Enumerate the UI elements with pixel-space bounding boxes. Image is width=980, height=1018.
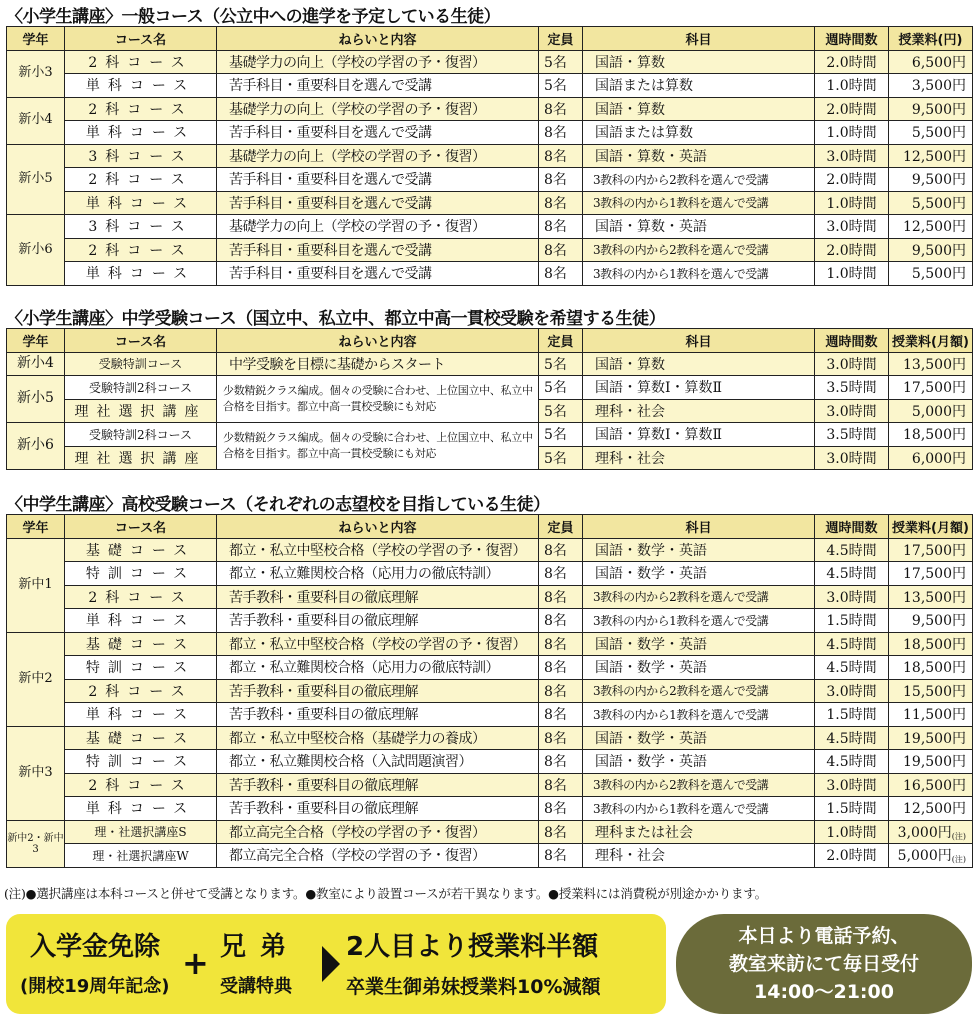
subjects-cell: 国語・算数・英語 [583, 144, 815, 168]
fee-cell: 12,500円 [889, 797, 973, 821]
fee-cell: 9,500円 [889, 168, 973, 192]
promo-admission-waiver: 入学金免除 [30, 932, 161, 962]
subjects-cell: 国語・数学・英語 [583, 538, 815, 562]
promo-benefit: 受講特典 [220, 976, 292, 997]
aim-cell: 都立・私立中堅校合格（学校の学習の予・復習） [217, 632, 539, 656]
aim-cell: 少数精鋭クラス編成。個々の受験に合わせ、上位国立中、私立中合格を目指す。都立中高一貫校受験にも対応 [217, 423, 539, 470]
grade-cell: 新小6 [7, 215, 65, 286]
capacity-cell: 8名 [539, 215, 583, 239]
aim-cell: 基礎学力の向上（学校の学習の予・復習） [217, 50, 539, 74]
capacity-cell: 5名 [539, 399, 583, 423]
arrow-right-icon [322, 946, 340, 982]
aim-cell: 苦手科目・重要科目を選んで受講 [217, 168, 539, 192]
course-cell: 特訓コース [65, 656, 217, 680]
subjects-cell: 3教科の内から1教科を選んで受講 [583, 262, 815, 286]
aim-cell: 都立・私立中堅校合格（学校の学習の予・復習） [217, 538, 539, 562]
subjects-cell: 国語・数学・英語 [583, 726, 815, 750]
hours-cell: 4.5時間 [815, 632, 889, 656]
hours-cell: 4.5時間 [815, 726, 889, 750]
subjects-cell: 3教科の内から1教科を選んで受講 [583, 797, 815, 821]
table-row [7, 352, 973, 376]
capacity-cell: 8名 [539, 726, 583, 750]
hours-cell: 1.0時間 [815, 262, 889, 286]
header-grade: 学年 [7, 27, 65, 51]
hours-cell: 3.0時間 [815, 399, 889, 423]
aim-cell: 基礎学力の向上（学校の学習の予・復習） [217, 97, 539, 121]
course-cell: 2科コース [65, 585, 217, 609]
capacity-cell: 8名 [539, 262, 583, 286]
grade-cell: 新中3 [7, 726, 65, 820]
grade-cell: 新小5 [7, 376, 65, 423]
table-row [7, 609, 973, 633]
table-row [7, 656, 973, 680]
subjects-cell: 3教科の内から2教科を選んで受講 [583, 238, 815, 262]
aim-cell: 苦手科目・重要科目を選んで受講 [217, 191, 539, 215]
fee-cell [889, 820, 973, 844]
capacity-cell: 8名 [539, 820, 583, 844]
section-title-junior-exam: 〈小学生講座〉中学受験コース（国立中、私立中、都立中高一貫校受験を希望する生徒） [6, 309, 666, 329]
general-course-table [6, 26, 973, 286]
plus-icon: + [182, 944, 209, 982]
capacity-cell: 8名 [539, 144, 583, 168]
fee-cell: 12,500円 [889, 144, 973, 168]
capacity-cell: 8名 [539, 703, 583, 727]
course-cell: 受験特訓2科コース [65, 376, 217, 400]
table-row [7, 238, 973, 262]
fee-cell: 18,500円 [889, 656, 973, 680]
capacity-cell: 8名 [539, 238, 583, 262]
table-row [7, 538, 973, 562]
capacity-cell: 8名 [539, 538, 583, 562]
table-row [7, 632, 973, 656]
aim-cell: 苦手教科・重要科目の徹底理解 [217, 609, 539, 633]
header-hours: 週時間数 [815, 515, 889, 539]
grade-cell: 新小3 [7, 50, 65, 97]
hours-cell: 4.5時間 [815, 538, 889, 562]
header-capacity: 定員 [539, 329, 583, 353]
promo-banner [6, 914, 666, 1014]
header-subjects: 科目 [583, 27, 815, 51]
subjects-cell: 国語・数学・英語 [583, 656, 815, 680]
course-cell: 2科コース [65, 679, 217, 703]
hours-cell: 1.0時間 [815, 121, 889, 145]
capacity-cell: 8名 [539, 562, 583, 586]
capacity-cell: 8名 [539, 750, 583, 774]
capacity-cell: 8名 [539, 632, 583, 656]
capacity-cell: 5名 [539, 376, 583, 400]
subjects-cell: 3教科の内から1教科を選んで受講 [583, 609, 815, 633]
table-row [7, 215, 973, 239]
course-cell: 理社選択講座 [65, 446, 217, 470]
fee-cell: 5,000円 [889, 399, 973, 423]
subjects-cell: 3教科の内から2教科を選んで受講 [583, 679, 815, 703]
hours-cell: 1.0時間 [815, 74, 889, 98]
fee-value: 5,000円 [897, 848, 952, 865]
fee-cell: 17,500円 [889, 538, 973, 562]
course-cell: 単科コース [65, 797, 217, 821]
capacity-cell: 8名 [539, 168, 583, 192]
capacity-cell: 5名 [539, 423, 583, 447]
subjects-cell: 国語または算数 [583, 121, 815, 145]
table-row [7, 773, 973, 797]
subjects-cell: 理科・社会 [583, 446, 815, 470]
course-cell: 2科コース [65, 238, 217, 262]
header-aim: ねらいと内容 [217, 329, 539, 353]
header-grade: 学年 [7, 329, 65, 353]
table-row [7, 191, 973, 215]
aim-cell: 苦手科目・重要科目を選んで受講 [217, 262, 539, 286]
fee-cell [889, 844, 973, 868]
promo-half-fee: 2人目より授業料半額 [346, 932, 599, 962]
fee-value: 3,000円 [897, 824, 952, 841]
fee-cell: 11,500円 [889, 703, 973, 727]
capacity-cell: 8名 [539, 191, 583, 215]
course-cell: 3科コース [65, 215, 217, 239]
hours-cell: 2.0時間 [815, 50, 889, 74]
table-row [7, 262, 973, 286]
section-title-general: 〈小学生講座〉一般コース（公立中への進学を予定している生徒） [6, 7, 501, 27]
fee-cell: 13,500円 [889, 352, 973, 376]
header-aim: ねらいと内容 [217, 27, 539, 51]
header-subjects: 科目 [583, 515, 815, 539]
header-capacity: 定員 [539, 515, 583, 539]
capacity-cell: 8名 [539, 97, 583, 121]
subjects-cell: 国語・数学・英語 [583, 632, 815, 656]
header-course: コース名 [65, 27, 217, 51]
hours-cell: 3.0時間 [815, 773, 889, 797]
table-row [7, 121, 973, 145]
table-row [7, 820, 973, 844]
hours-cell: 1.5時間 [815, 703, 889, 727]
table-header-row [7, 27, 973, 51]
table-row [7, 585, 973, 609]
subjects-cell: 3教科の内から2教科を選んで受講 [583, 585, 815, 609]
hours-cell: 2.0時間 [815, 844, 889, 868]
course-cell: 単科コース [65, 121, 217, 145]
course-cell: 単科コース [65, 74, 217, 98]
hours-cell: 3.5時間 [815, 423, 889, 447]
subjects-cell: 国語・算数 [583, 97, 815, 121]
table-header-row [7, 515, 973, 539]
hours-cell: 3.0時間 [815, 144, 889, 168]
reservation-line-1: 本日より電話予約、 [738, 925, 910, 947]
subjects-cell: 3教科の内から1教科を選んで受講 [583, 703, 815, 727]
table-row [7, 97, 973, 121]
course-cell: 理社選択講座 [65, 399, 217, 423]
fee-cell: 9,500円 [889, 238, 973, 262]
fee-cell: 16,500円 [889, 773, 973, 797]
hours-cell: 3.0時間 [815, 679, 889, 703]
subjects-cell: 理科・社会 [583, 844, 815, 868]
promo-siblings: 兄弟 [220, 932, 301, 962]
course-cell: 2科コース [65, 168, 217, 192]
aim-cell: 苦手科目・重要科目を選んで受講 [217, 74, 539, 98]
aim-cell: 苦手教科・重要科目の徹底理解 [217, 773, 539, 797]
table-row [7, 562, 973, 586]
header-course: コース名 [65, 515, 217, 539]
fee-cell: 15,500円 [889, 679, 973, 703]
subjects-cell: 国語・算数・英語 [583, 215, 815, 239]
fee-cell: 6,500円 [889, 50, 973, 74]
fee-cell: 3,500円 [889, 74, 973, 98]
hours-cell: 2.0時間 [815, 238, 889, 262]
fee-note: (注) [951, 831, 966, 841]
capacity-cell: 8名 [539, 844, 583, 868]
course-cell: 特訓コース [65, 562, 217, 586]
aim-cell: 苦手教科・重要科目の徹底理解 [217, 703, 539, 727]
subjects-cell: 3教科の内から2教科を選んで受講 [583, 168, 815, 192]
fee-cell: 19,500円 [889, 750, 973, 774]
header-hours: 週時間数 [815, 27, 889, 51]
aim-cell: 苦手教科・重要科目の徹底理解 [217, 585, 539, 609]
subjects-cell: 理科または社会 [583, 820, 815, 844]
table-row [7, 750, 973, 774]
hours-cell: 3.0時間 [815, 446, 889, 470]
table-row [7, 679, 973, 703]
aim-cell: 都立・私立難関校合格（入試問題演習） [217, 750, 539, 774]
subjects-cell: 3教科の内から2教科を選んで受講 [583, 773, 815, 797]
course-cell: 特訓コース [65, 750, 217, 774]
hours-cell: 2.0時間 [815, 97, 889, 121]
header-subjects: 科目 [583, 329, 815, 353]
course-cell: 基礎コース [65, 726, 217, 750]
course-cell: 受験特訓コース [65, 352, 217, 376]
aim-cell: 都立高完全合格（学校の学習の予・復習） [217, 820, 539, 844]
hours-cell: 3.5時間 [815, 376, 889, 400]
aim-cell: 都立・私立難関校合格（応用力の徹底特訓） [217, 656, 539, 680]
table-row [7, 797, 973, 821]
grade-cell: 新小4 [7, 352, 65, 376]
aim-cell: 中学受験を目標に基礎からスタート [217, 352, 539, 376]
aim-cell: 都立・私立難関校合格（応用力の徹底特訓） [217, 562, 539, 586]
aim-cell: 都立・私立中堅校合格（基礎学力の養成） [217, 726, 539, 750]
subjects-cell: 国語・算数Ⅰ・算数Ⅱ [583, 376, 815, 400]
fee-note: (注) [951, 855, 966, 865]
fee-cell: 17,500円 [889, 376, 973, 400]
aim-cell: 基礎学力の向上（学校の学習の予・復習） [217, 144, 539, 168]
header-course: コース名 [65, 329, 217, 353]
course-cell: 理・社選択講座W [65, 844, 217, 868]
hours-cell: 3.0時間 [815, 352, 889, 376]
course-cell: 理・社選択講座S [65, 820, 217, 844]
header-aim: ねらいと内容 [217, 515, 539, 539]
fee-cell: 12,500円 [889, 215, 973, 239]
subjects-cell: 国語・数学・英語 [583, 562, 815, 586]
table-row [7, 726, 973, 750]
course-cell: 受験特訓2科コース [65, 423, 217, 447]
subjects-cell: 国語・数学・英語 [583, 750, 815, 774]
course-cell: 単科コース [65, 703, 217, 727]
promo-anniversary: (開校19周年記念) [20, 976, 170, 997]
aim-cell: 苦手科目・重要科目を選んで受講 [217, 121, 539, 145]
hours-cell: 3.0時間 [815, 585, 889, 609]
subjects-cell: 国語・算数 [583, 352, 815, 376]
table-header-row [7, 329, 973, 353]
footnotes: (注)●選択講座は本科コースと併せて受講となります。●教室により設置コースが若干異なります。●授業料には消費税が別途かかります。 [4, 886, 767, 901]
hours-cell: 4.5時間 [815, 750, 889, 774]
course-cell: 2科コース [65, 773, 217, 797]
junior-exam-course-table [6, 328, 973, 470]
table-row [7, 144, 973, 168]
header-fee: 授業料(月額) [889, 515, 973, 539]
course-cell: 2科コース [65, 97, 217, 121]
reservation-badge [676, 914, 972, 1014]
aim-cell: 少数精鋭クラス編成。個々の受験に合わせ、上位国立中、私立中合格を目指す。都立中高一貫校受験にも対応 [217, 376, 539, 423]
aim-cell: 苦手教科・重要科目の徹底理解 [217, 797, 539, 821]
fee-cell: 9,500円 [889, 97, 973, 121]
table-row [7, 423, 973, 447]
aim-cell: 都立高完全合格（学校の学習の予・復習） [217, 844, 539, 868]
fee-cell: 19,500円 [889, 726, 973, 750]
section-title-high-school-exam: 〈中学生講座〉高校受験コース（それぞれの志望校を目指している生徒） [6, 495, 550, 515]
grade-cell: 新中1 [7, 538, 65, 632]
grade-cell: 新中2 [7, 632, 65, 726]
capacity-cell: 5名 [539, 50, 583, 74]
high-school-exam-course-table [6, 514, 973, 868]
fee-cell: 18,500円 [889, 632, 973, 656]
table-row [7, 844, 973, 868]
fee-cell: 5,500円 [889, 121, 973, 145]
fee-cell: 18,500円 [889, 423, 973, 447]
promo-alumni-discount: 卒業生御弟妹授業料10%減額 [346, 976, 601, 998]
grade-cell: 新小4 [7, 97, 65, 144]
table-row [7, 703, 973, 727]
fee-cell: 5,500円 [889, 191, 973, 215]
fee-cell: 13,500円 [889, 585, 973, 609]
fee-cell: 5,500円 [889, 262, 973, 286]
course-cell: 基礎コース [65, 538, 217, 562]
course-cell: 単科コース [65, 191, 217, 215]
aim-cell: 苦手科目・重要科目を選んで受講 [217, 238, 539, 262]
subjects-cell: 3教科の内から1教科を選んで受講 [583, 191, 815, 215]
table-row [7, 50, 973, 74]
capacity-cell: 8名 [539, 773, 583, 797]
grade-cell: 新小6 [7, 423, 65, 470]
capacity-cell: 8名 [539, 656, 583, 680]
fee-cell: 17,500円 [889, 562, 973, 586]
capacity-cell: 5名 [539, 446, 583, 470]
capacity-cell: 5名 [539, 74, 583, 98]
hours-cell: 4.5時間 [815, 562, 889, 586]
header-capacity: 定員 [539, 27, 583, 51]
hours-cell: 1.0時間 [815, 191, 889, 215]
capacity-cell: 8名 [539, 679, 583, 703]
subjects-cell: 国語または算数 [583, 74, 815, 98]
course-cell: 基礎コース [65, 632, 217, 656]
hours-cell: 1.5時間 [815, 797, 889, 821]
grade-cell: 新小5 [7, 144, 65, 215]
hours-cell: 4.5時間 [815, 656, 889, 680]
course-cell: 2科コース [65, 50, 217, 74]
aim-cell: 基礎学力の向上（学校の学習の予・復習） [217, 215, 539, 239]
header-hours: 週時間数 [815, 329, 889, 353]
subjects-cell: 国語・算数 [583, 50, 815, 74]
header-grade: 学年 [7, 515, 65, 539]
capacity-cell: 5名 [539, 352, 583, 376]
header-fee: 授業料(月額) [889, 329, 973, 353]
hours-cell: 2.0時間 [815, 168, 889, 192]
header-fee: 授業料(円) [889, 27, 973, 51]
table-row [7, 376, 973, 400]
fee-cell: 9,500円 [889, 609, 973, 633]
course-cell: 3科コース [65, 144, 217, 168]
table-row [7, 168, 973, 192]
fee-cell: 6,000円 [889, 446, 973, 470]
table-row [7, 74, 973, 98]
reservation-hours: 14:00〜21:00 [754, 981, 894, 1003]
capacity-cell: 8名 [539, 121, 583, 145]
capacity-cell: 8名 [539, 797, 583, 821]
subjects-cell: 国語・算数Ⅰ・算数Ⅱ [583, 423, 815, 447]
aim-cell: 苦手教科・重要科目の徹底理解 [217, 679, 539, 703]
course-cell: 単科コース [65, 262, 217, 286]
hours-cell: 3.0時間 [815, 215, 889, 239]
capacity-cell: 8名 [539, 609, 583, 633]
capacity-cell: 8名 [539, 585, 583, 609]
subjects-cell: 理科・社会 [583, 399, 815, 423]
hours-cell: 1.5時間 [815, 609, 889, 633]
grade-cell: 新中2・新中3 [7, 820, 65, 867]
reservation-line-2: 教室来訪にて毎日受付 [728, 953, 919, 975]
hours-cell: 1.0時間 [815, 820, 889, 844]
course-cell: 単科コース [65, 609, 217, 633]
